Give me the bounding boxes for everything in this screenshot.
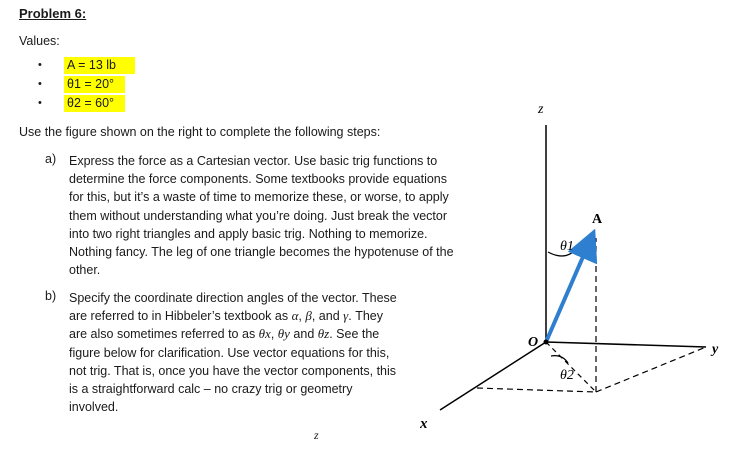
- vector-label: A: [592, 212, 603, 227]
- dashed-line: [477, 388, 596, 392]
- y-axis: [546, 342, 706, 347]
- step-a-line: Express the force as a Cartesian vector. Use basic trig functions to: [69, 154, 438, 168]
- theta-x-symbol: θx: [258, 326, 271, 342]
- step-b-line: [69, 307, 397, 325]
- step-b-line: figure below for clarification. Use vector equations for this,: [69, 345, 390, 360]
- dashed-line: [546, 342, 596, 392]
- alpha-symbol: α: [291, 308, 299, 324]
- theta2-label: θ2: [560, 368, 574, 383]
- step-a-line: for this, but it’s a waste of time to memorize these, or worse, to apply: [69, 190, 449, 205]
- step-a-line: into two right triangles and apply basic trig. Nothing to memorize.: [69, 226, 428, 241]
- text-run: are also sometimes referred to as: [69, 327, 259, 342]
- gamma-symbol: γ: [343, 308, 349, 324]
- step-a-line: other.: [69, 263, 101, 278]
- beta-symbol: β: [305, 308, 312, 324]
- value-text: θ1 = 20°: [64, 76, 125, 93]
- bullet-icon: •: [38, 97, 42, 109]
- value-text: A = 13 lb: [64, 57, 135, 74]
- value-text: θ2 = 60°: [64, 95, 125, 112]
- text-run: are referred to in Hibbeler’s textbook as: [69, 309, 292, 324]
- step-b-line: involved.: [69, 400, 119, 415]
- x-axis-label: x: [420, 416, 428, 432]
- step-b-line: Specify the coordinate direction angles of the vector. These: [69, 291, 397, 305]
- text-run: and: [289, 327, 318, 342]
- bottom-z-label: z: [314, 428, 319, 442]
- theta-y-symbol: θy: [277, 326, 290, 342]
- values-label: Values:: [19, 34, 60, 48]
- step-b-line: not trig. That is, once you have the vector components, this: [69, 363, 397, 378]
- text-run: , and: [311, 309, 344, 324]
- problem-title: Problem 6:: [19, 6, 87, 21]
- bullet-icon: •: [38, 59, 42, 71]
- step-a-line: Nothing fancy. The leg of one triangle becomes the hypotenuse of the: [69, 245, 454, 260]
- theta1-label: θ1: [560, 239, 574, 254]
- text-run: . They: [348, 309, 383, 324]
- vector-figure: [420, 90, 748, 440]
- z-axis-label: z: [538, 102, 544, 117]
- x-axis: [440, 342, 546, 410]
- step-b-letter: b): [45, 289, 57, 303]
- step-b-text: [69, 289, 397, 416]
- step-a-line: them without understanding what you’re doing. Just break the vector: [69, 208, 447, 223]
- step-b-line: is a straightforward calc – no crazy trig or geometry: [69, 382, 353, 397]
- dashed-line: [596, 347, 706, 392]
- bullet-icon: •: [38, 78, 42, 90]
- text-run: ,: [270, 327, 278, 342]
- step-a-letter: a): [45, 152, 57, 166]
- text-run: ,: [298, 309, 306, 324]
- instruction-text: Use the figure shown on the right to complete the following steps:: [19, 125, 381, 139]
- origin-label: O: [528, 335, 539, 350]
- step-b-line: [69, 325, 397, 343]
- y-axis-label: y: [712, 342, 719, 357]
- origin-point: [544, 340, 549, 345]
- step-a-text: [69, 152, 454, 279]
- theta-z-symbol: θz: [317, 326, 330, 342]
- text-run: . See the: [329, 327, 380, 342]
- step-a-line: determine the force components. Some textbooks provide equations: [69, 172, 447, 187]
